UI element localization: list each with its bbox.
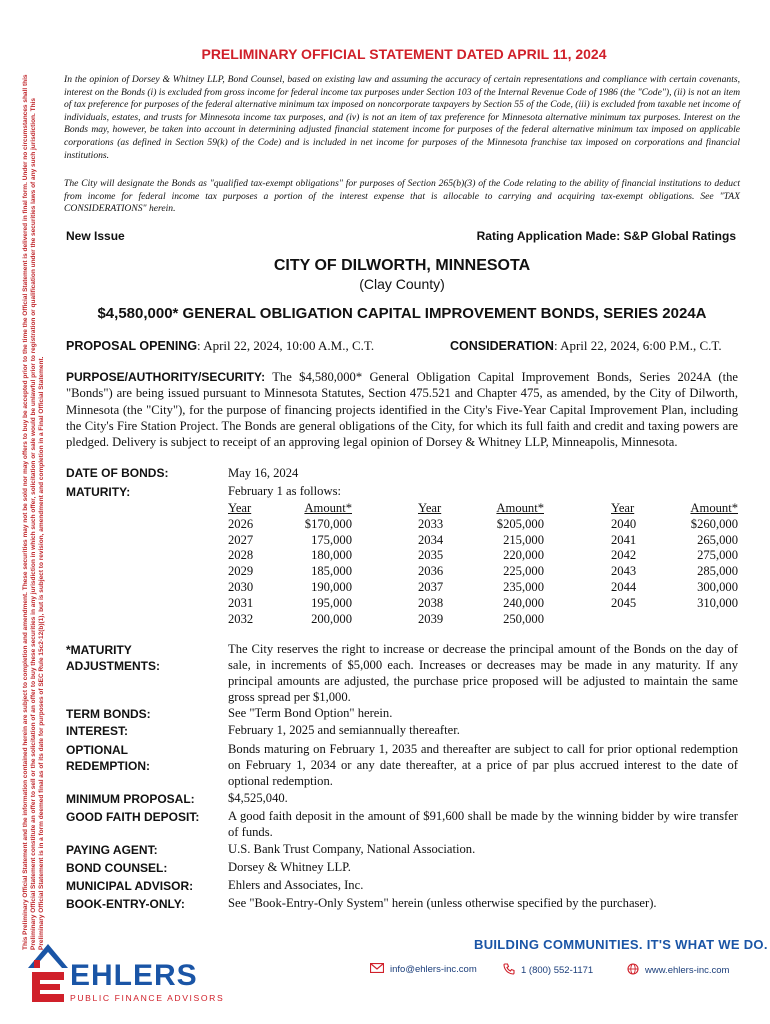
purpose-paragraph	[66, 369, 738, 450]
maturity-year: 2042	[611, 548, 637, 563]
consideration-value: : April 22, 2024, 6:00 P.M., C.T.	[553, 338, 722, 353]
maturity-amount: 250,000	[503, 611, 544, 626]
ehlers-logo-mark	[26, 930, 226, 1010]
purpose-text: The $4,580,000* General Obligation Capital Improvement Bonds, Series 2024A (the "Bonds") are being issued pursuant to Minnesota Statutes, Section 475.521 and Chapter 475, as amended, by the City of Dilworth, Minnesota (the "City"), for the purpose of financing projects identified in the City's Five-Year Capital Improvement Plan, including the City's Fire Station Project. The Bonds are general obligations of the City, for which its full faith and credit and taxing powers are pledged. Delivery is subject to receipt of an approving legal opinion of Dorsey & Whitney LLP, Minneapolis, Minnesota.	[66, 370, 738, 450]
maturity-year: 2039	[418, 611, 444, 626]
maturity-year: 2044	[611, 580, 637, 594]
good-faith-deposit-label: GOOD FAITH DEPOSIT:	[66, 810, 200, 824]
maturity-amount: 180,000	[311, 548, 352, 563]
paying-agent-label: PAYING AGENT:	[66, 843, 158, 857]
maturity-year: 2034	[418, 532, 444, 547]
maturity-year: 2041	[611, 532, 637, 547]
contact-website[interactable]	[627, 963, 729, 978]
maturity-amount-header: Amount*	[690, 501, 738, 515]
maturity-amount: 235,000	[503, 580, 544, 594]
maturity-amount: 265,000	[697, 532, 738, 547]
paying-agent-value: U.S. Bank Trust Company, National Association.	[228, 842, 476, 856]
new-issue-label: New Issue	[66, 229, 125, 243]
maturity-year: 2031	[228, 595, 254, 610]
proposal-row	[66, 338, 738, 354]
maturity-year-header: Year	[228, 501, 252, 515]
maturity-adjustments-label: *MATURITY ADJUSTMENTS:	[66, 643, 161, 673]
book-entry-label: BOOK-ENTRY-ONLY:	[66, 897, 185, 911]
logo-subtext: PUBLIC FINANCE ADVISORS	[70, 993, 225, 1003]
maturity-amount: 200,000	[311, 611, 352, 626]
maturity-amount: 285,000	[697, 564, 738, 579]
logo-wordmark: EHLERS	[70, 959, 198, 992]
municipal-advisor-value: Ehlers and Associates, Inc.	[228, 878, 364, 892]
optional-redemption-value: Bonds maturing on February 1, 2035 and thereafter are subject to call for prior optional redemption on February 1, 2034 or any date thereafter, at a price of par plus accrued interest to the date of optional redemption.	[228, 742, 738, 788]
proposal-opening-label: PROPOSAL OPENING	[66, 339, 198, 353]
maturity-value: February 1 as follows:	[228, 484, 341, 498]
maturity-amount: $170,000	[304, 516, 352, 531]
side-disclaimer: This Preliminary Official Statement and the information contained herein are subject to completion and amendment. These securities may not be sold nor may offers to buy be accepted prior to the time the Official Statement is delivered in final form. Under no circumstances shall this Preliminary Official Statement constitute an offer to sell or the solicitation of an offer to buy these securities in any jurisdiction in which such offer, solicitation or sale would be unlawful prior to registration or qualification under the securities laws of any such jurisdiction. This Preliminary Official Statement is in a form deemed final as of its date for purposes of SEC Rule 15c2-12(b)(1), but is subject to revision, amendment and completion in a Final Official Statement.	[22, 74, 45, 950]
maturity-year: 2040	[611, 516, 637, 531]
proposal-opening-value: : April 22, 2024, 10:00 A.M., C.T.	[197, 338, 375, 353]
mail-icon	[370, 963, 384, 976]
page-title: PRELIMINARY OFFICIAL STATEMENT DATED APRIL 11, 2024	[201, 46, 607, 62]
maturity-year-header: Year	[418, 501, 442, 515]
date-of-bonds-value: May 16, 2024	[228, 466, 299, 480]
interest-value: February 1, 2025 and semiannually thereafter.	[228, 723, 460, 737]
maturity-amount: 215,000	[503, 532, 544, 547]
issuer-county: (Clay County)	[359, 276, 445, 292]
maturity-amount: 300,000	[697, 580, 738, 594]
ehlers-logo	[26, 930, 226, 1010]
bond-counsel-label: BOND COUNSEL:	[66, 861, 168, 875]
maturity-label: MATURITY:	[66, 485, 131, 499]
maturity-adjustments-value: The City reserves the right to increase or decrease the principal amount of the Bonds on the day of sale, in increments of $5,000 each. Increases or decreases may be made in any maturity. If any principal amounts are adjusted, the purchase price proposed will be adjusted to maintain the same gross spread per $1,000.	[228, 642, 738, 704]
maturity-year: 2037	[418, 580, 444, 594]
consideration-label: CONSIDERATION	[450, 339, 554, 353]
book-entry-value: See "Book-Entry-Only System" herein (unless otherwise specified by the purchaser).	[228, 896, 657, 910]
interest-label: INTEREST:	[66, 724, 129, 738]
optional-redemption-label: OPTIONAL REDEMPTION:	[66, 743, 150, 773]
maturity-year: 2035	[418, 548, 444, 563]
maturity-year: 2033	[418, 516, 444, 531]
bond-counsel-value: Dorsey & Whitney LLP.	[228, 860, 351, 874]
globe-icon	[627, 963, 639, 978]
maturity-amount: $205,000	[496, 516, 544, 531]
qualified-obligations-note: The City will designate the Bonds as "qualified tax-exempt obligations" for purposes of Section 265(b)(3) of the Code relating to the ability of financial institutions to deduct from income for federal income tax purposes a portion of the interest expense that is allocable to carrying and acquiring tax-exempt obligations. See "TAX CONSIDERATIONS" herein.	[64, 178, 740, 215]
email-text: info@ehlers-inc.com	[390, 964, 477, 976]
contact-phone[interactable]	[503, 963, 593, 978]
maturity-amount: 240,000	[503, 595, 544, 610]
proposal-opening	[66, 338, 374, 353]
date-of-bonds-label: DATE OF BONDS:	[66, 466, 169, 480]
maturity-amount: 275,000	[697, 548, 738, 563]
bond-counsel-opinion: In the opinion of Dorsey & Whitney LLP, Bond Counsel, based on existing law and assuming the accuracy of certain representations and compliance with certain covenants, interest on the Bonds (i) is excluded from gross income for federal income tax purposes under Section 103 of the Internal Revenue Code of 1986 (the "Code"), (ii) is not an item of tax preference for purposes of the federal alternative minimum tax imposed on noncorporate taxpayers by Section 55 of the Code, (iii) is excluded from taxable net income of individuals, estates, and trusts for Minnesota income tax purposes, and (iv) is not an item of tax preference for Minnesota alternative minimum tax purposes. Interest on the Bonds may, however, be taken into account in determining adjusted financial statement income for purposes of the federal alternative minimum tax imposed on applicable corporations (as defined in Section 59(k) of the Code) and is included in net income for purposes of the Minnesota franchise tax imposed on corporations and financial institutions.	[64, 74, 740, 161]
maturity-amount: $260,000	[690, 516, 738, 531]
website-text: www.ehlers-inc.com	[645, 965, 730, 977]
maturity-amount: 175,000	[311, 532, 352, 547]
maturity-year: 2038	[418, 595, 444, 610]
rating-label: Rating Application Made: S&P Global Ratings	[476, 229, 736, 243]
maturity-year: 2029	[228, 564, 254, 579]
maturity-amount: 185,000	[311, 564, 352, 579]
maturity-year: 2045	[611, 595, 637, 610]
bond-title: $4,580,000* GENERAL OBLIGATION CAPITAL IMPROVEMENT BONDS, SERIES 2024A	[97, 305, 707, 322]
contact-email[interactable]	[370, 963, 477, 976]
maturity-amount: 225,000	[503, 564, 544, 579]
maturity-year: 2028	[228, 548, 254, 563]
maturity-year: 2032	[228, 611, 254, 626]
maturity-amount-header: Amount*	[496, 501, 544, 515]
phone-icon	[503, 963, 515, 978]
consideration	[450, 338, 722, 354]
maturity-year: 2027	[228, 532, 254, 547]
minimum-proposal-value: $4,525,040.	[228, 791, 288, 805]
term-bonds-label: TERM BONDS:	[66, 707, 151, 721]
phone-text: 1 (800) 552-1171	[521, 965, 594, 977]
maturity-amount: 220,000	[503, 548, 544, 563]
term-bonds-value: See "Term Bond Option" herein.	[228, 706, 393, 720]
maturity-year: 2036	[418, 564, 444, 579]
purpose-label: PURPOSE/AUTHORITY/SECURITY:	[66, 370, 266, 384]
maturity-year: 2026	[228, 516, 254, 531]
issuer-name: CITY OF DILWORTH, MINNESOTA	[273, 257, 531, 274]
maturity-amount: 310,000	[697, 595, 738, 610]
maturity-amount: 190,000	[311, 580, 352, 594]
tagline: BUILDING COMMUNITIES. IT'S WHAT WE DO.	[474, 937, 768, 952]
side-disclaimer-wrap	[22, 70, 62, 950]
minimum-proposal-label: MINIMUM PROPOSAL:	[66, 792, 195, 806]
good-faith-deposit-value: A good faith deposit in the amount of $91,600 shall be made by the winning bidder by wire transfer of funds.	[228, 809, 738, 839]
maturity-amount: 195,000	[311, 595, 352, 610]
maturity-year: 2030	[228, 580, 254, 594]
maturity-year: 2043	[611, 564, 637, 579]
maturity-year-header: Year	[611, 501, 635, 515]
maturity-amount-header: Amount*	[304, 501, 352, 515]
municipal-advisor-label: MUNICIPAL ADVISOR:	[66, 879, 194, 893]
